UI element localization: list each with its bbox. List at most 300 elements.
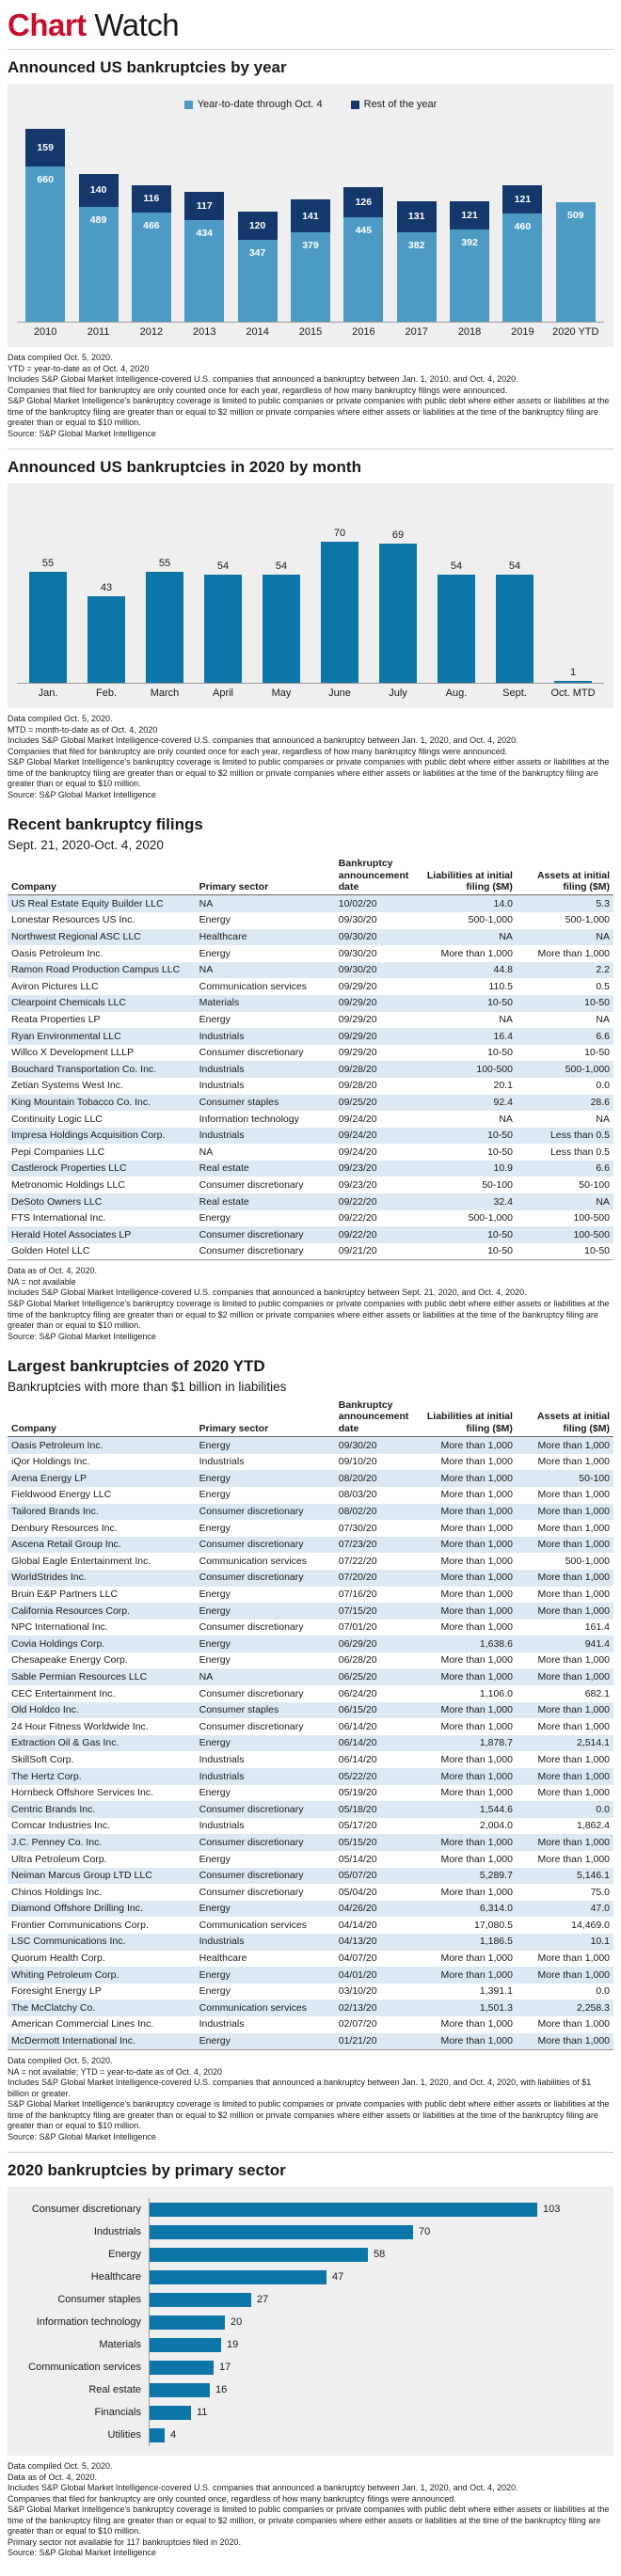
table-row xyxy=(8,1161,613,1177)
table-cell: 05/19/20 xyxy=(338,1787,377,1799)
table-cell: More than 1,000 xyxy=(440,1439,513,1451)
table-row xyxy=(8,1768,613,1785)
table-cell: 10.9 xyxy=(493,1162,513,1175)
table-cell: Ramon Road Production Campus LLC xyxy=(11,964,181,976)
table-row xyxy=(8,1967,613,1983)
table-cell: 08/02/20 xyxy=(338,1506,377,1518)
table-cell: Consumer discretionary xyxy=(199,1870,304,1882)
footnote-line: Companies that filed for bankruptcy are only counted once, regardless of how many bankruptcy filings were announced. xyxy=(8,2493,456,2504)
table-cell: 09/28/20 xyxy=(338,1080,377,1092)
table-cell: 05/14/20 xyxy=(338,1853,377,1865)
table-cell: CEC Entertainment Inc. xyxy=(11,1687,116,1699)
table-cell: 04/13/20 xyxy=(338,1936,377,1948)
legend xyxy=(17,99,604,110)
table-cell: Energy xyxy=(199,1604,231,1617)
footnote-line: Data compiled Oct. 5, 2020. xyxy=(8,353,113,362)
table-row xyxy=(8,1553,613,1570)
bar xyxy=(438,575,475,684)
table-cell: Consumer staples xyxy=(199,1097,279,1108)
table-cell: 24 Hour Fitness Worldwide Inc. xyxy=(11,1720,149,1732)
table-cell: Healthcare xyxy=(199,1952,247,1965)
table-cell: King Mountain Tobacco Co. Inc. xyxy=(11,1097,151,1108)
table-cell: The McClatchy Co. xyxy=(11,2001,96,2014)
table-cell: American Commercial Lines Inc. xyxy=(11,2018,154,2031)
section-title-by-month: Announced US bankruptcies in 2020 by month xyxy=(8,458,361,477)
table-header-row xyxy=(8,856,613,895)
bar-value-label: 120 xyxy=(248,220,266,232)
table-cell: 2,514.1 xyxy=(576,1737,610,1749)
footnote-line: Includes S&P Global Market Intelligence-covered U.S. companies that announced a bankruptcy between Jan. 1, 2020, and Oct. 4, 2020. xyxy=(8,2483,518,2493)
bar xyxy=(88,596,125,683)
footnote-line: Includes S&P Global Market Intelligence-covered U.S. companies that announced a bankruptcy between Sept. 21, 2020, and Oct. 4, 2020. xyxy=(8,1288,527,1298)
table-cell: 10/02/20 xyxy=(338,897,377,909)
table-cell: NA xyxy=(596,1195,610,1208)
bar-value-label: 131 xyxy=(407,211,425,223)
footnote-line: Companies that filed for bankruptcy are only counted once for each year, regardless of how many bankruptcy filings were announced. xyxy=(8,746,508,756)
bar-value-label: 43 xyxy=(100,582,113,594)
footnote-line: S&P Global Market Intelligence's bankruptcy coverage is limited to public companies or private companies with public debt where either assets or liabilities at the time of the bankruptcy filing are greater than or equal to $2 million or private companies where either assets or liabilities at the time of the bankruptcy filing are greater than or equal to $10 million. xyxy=(8,757,610,789)
table-cell: Continuity Logic LLC xyxy=(11,1113,103,1125)
sector-value-label: 11 xyxy=(197,2407,208,2419)
table-cell: More than 1,000 xyxy=(537,1539,610,1551)
table-cell: 05/22/20 xyxy=(338,1770,377,1782)
table-cell: 05/04/20 xyxy=(338,1886,377,1898)
table-cell: More than 1,000 xyxy=(537,1704,610,1716)
table-row xyxy=(8,1983,613,2000)
table-cell: Energy xyxy=(199,1853,231,1865)
bar-value-label: 379 xyxy=(302,240,319,252)
table-cell: 10-50 xyxy=(487,1130,513,1142)
bar-segment-rest-of-year xyxy=(184,192,224,219)
bar-value-label: 392 xyxy=(461,237,478,248)
largest-bankruptcies-table xyxy=(8,1398,613,2050)
table-cell: 50-100 xyxy=(579,1472,610,1484)
bar-stack xyxy=(343,187,383,322)
table-cell: 05/17/20 xyxy=(338,1820,377,1832)
table-cell: NA xyxy=(596,1014,610,1026)
footnote-line: Source: S&P Global Market Intelligence xyxy=(8,428,156,438)
table-cell: More than 1,000 xyxy=(440,1720,513,1732)
table-cell: 110.5 xyxy=(488,980,513,992)
table-title-largest: Largest bankruptcies of 2020 YTD xyxy=(8,1357,265,1376)
sector-label: Consumer staples xyxy=(57,2294,141,2306)
table-row xyxy=(8,1702,613,1719)
bar-segment-ytd xyxy=(343,217,383,322)
table-cell: Consumer discretionary xyxy=(196,1243,335,1260)
table-row xyxy=(8,1487,613,1504)
table-cell: Bouchard Transportation Co. Inc. xyxy=(11,1063,157,1075)
table-row xyxy=(8,1454,613,1471)
sector-label: Financials xyxy=(94,2407,141,2419)
table-cell: Energy xyxy=(199,1489,231,1501)
table-cell: 500-1,000 xyxy=(565,1555,610,1567)
table-cell: 02/07/20 xyxy=(338,2018,377,2031)
table-cell: Pepi Companies LLC xyxy=(11,1146,105,1158)
column-header: Bankruptcy announcement date xyxy=(335,856,420,895)
bar-value-label: 55 xyxy=(41,558,55,570)
table-row xyxy=(8,1504,613,1521)
bar-stack xyxy=(238,212,278,322)
table-cell: More than 1,000 xyxy=(537,1604,610,1617)
table-row xyxy=(8,1785,613,1802)
section-title-by-year: Announced US bankruptcies by year xyxy=(8,58,287,76)
table-cell: Willco X Development LLLP xyxy=(11,1047,135,1059)
bar xyxy=(146,572,183,683)
bar-stack xyxy=(25,129,65,322)
table-cell: 06/14/20 xyxy=(338,1720,377,1732)
table-cell: 10-50 xyxy=(584,997,610,1009)
table-cell: California Resources Corp. xyxy=(11,1604,131,1617)
recent-filings-table xyxy=(8,856,613,1260)
bar-segment-ytd xyxy=(502,213,542,322)
sector-value-label: 70 xyxy=(419,2226,431,2238)
table-cell: Herald Hotel Associates LP xyxy=(11,1228,132,1241)
table-cell: Real estate xyxy=(199,1195,249,1208)
table-cell: 08/20/20 xyxy=(338,1472,377,1484)
sector-row xyxy=(11,2198,606,2220)
bar-stack xyxy=(502,185,542,322)
column-header: Company xyxy=(8,1398,196,1437)
sector-value-label: 19 xyxy=(227,2339,239,2351)
x-axis-label: 2018 xyxy=(457,326,482,338)
sector-value-label: 17 xyxy=(219,2362,231,2374)
table-cell: 09/24/20 xyxy=(338,1146,377,1158)
table-cell: Frontier Communications Corp. xyxy=(11,1919,149,1931)
table-cell: Industrials xyxy=(199,1456,245,1468)
bar-value-label: 660 xyxy=(37,174,54,185)
table-cell: WorldStrides Inc. xyxy=(11,1572,87,1584)
table-row xyxy=(8,1834,613,1851)
bar-segment-rest-of-year xyxy=(450,201,489,229)
table-cell: Golden Hotel LLC xyxy=(8,1243,196,1260)
table-row xyxy=(8,945,613,962)
bar-column xyxy=(77,504,135,683)
table-cell: NA xyxy=(499,931,513,943)
table-header-row xyxy=(8,1398,613,1437)
table-cell: Industrials xyxy=(199,1063,245,1075)
table-cell: 500-1,000 xyxy=(565,914,610,926)
table-cell: 44.8 xyxy=(493,964,513,976)
table-cell: 14.0 xyxy=(493,897,513,909)
table-cell: 09/24/20 xyxy=(338,1130,377,1142)
table-cell: More than 1,000 xyxy=(440,1968,513,1981)
table-cell: More than 1,000 xyxy=(537,1853,610,1865)
sector-label: Utilities xyxy=(107,2429,141,2442)
table-cell: 50-100 xyxy=(482,1178,513,1191)
table-cell: 06/24/20 xyxy=(338,1687,377,1699)
bar-segment-rest-of-year xyxy=(79,174,119,207)
bar-segment-rest-of-year xyxy=(397,201,437,232)
table-cell: 05/15/20 xyxy=(338,1836,377,1848)
table-cell: 07/30/20 xyxy=(338,1522,377,1534)
sector-track xyxy=(149,2198,606,2220)
table-cell: Oasis Petroleum Inc. xyxy=(11,947,104,959)
table-cell: 09/29/20 xyxy=(338,1047,377,1059)
bar-value-label: 466 xyxy=(143,219,160,231)
table-row xyxy=(8,1884,613,1901)
chart-by-year-panel xyxy=(8,84,613,347)
table-cell: Lonestar Resources US Inc. xyxy=(11,914,135,926)
table-cell: 10-50 xyxy=(487,997,513,1009)
table-cell: McDermott International Inc. xyxy=(8,2033,196,2050)
table-row xyxy=(8,1901,613,1918)
table-row xyxy=(8,1437,613,1454)
bar-column xyxy=(496,119,549,322)
table-cell: 09/10/20 xyxy=(338,1456,377,1468)
table-cell: 09/30/20 xyxy=(338,914,377,926)
table-cell: 1,106.0 xyxy=(479,1687,513,1699)
table-cell: FTS International Inc. xyxy=(11,1212,106,1225)
footnote-line: YTD = year-to-date as of Oct. 4, 2020 xyxy=(8,363,150,373)
table-cell: 16.4 xyxy=(493,1030,513,1042)
table-cell: Consumer discretionary xyxy=(199,1178,304,1191)
column-header: Primary sector xyxy=(196,856,335,895)
table-cell: Communication services xyxy=(199,1919,307,1931)
legend-label: Year-to-date through Oct. 4 xyxy=(197,99,323,110)
x-axis-label: 2010 xyxy=(33,326,57,338)
table-cell: 6,314.0 xyxy=(479,1903,513,1915)
bar-column xyxy=(194,504,252,683)
bar-column xyxy=(72,119,124,322)
footnote-line: Source: S&P Global Market Intelligence xyxy=(8,2548,156,2558)
x-axis-label: 2011 xyxy=(87,326,110,338)
table-row xyxy=(8,1520,613,1537)
table-cell: More than 1,000 xyxy=(537,1753,610,1765)
table-cell: LSC Communications Inc. xyxy=(11,1936,126,1948)
bar-segment-ytd xyxy=(132,213,171,323)
table-cell: Energy xyxy=(199,1637,231,1650)
table-cell: 1,638.6 xyxy=(479,1637,513,1650)
table-cell: 100-500 xyxy=(573,1228,610,1241)
sector-bar xyxy=(150,2270,326,2284)
table-cell: More than 1,000 xyxy=(537,1720,610,1732)
table-cell: Quorum Health Corp. xyxy=(11,1952,105,1965)
bar-column xyxy=(544,504,602,683)
table-cell: 09/29/20 xyxy=(338,997,377,1009)
sector-row xyxy=(11,2401,606,2424)
table-cell: Communication services xyxy=(199,2001,307,2014)
table-cell: NA xyxy=(596,931,610,943)
table-cell: 682.1 xyxy=(584,1687,610,1699)
table-cell: NA xyxy=(499,1014,513,1026)
table-cell: 2,004.0 xyxy=(479,1820,513,1832)
table-row xyxy=(8,1028,613,1045)
bar-column xyxy=(252,504,310,683)
table-cell: 09/24/20 xyxy=(338,1113,377,1125)
bar-segment-ytd xyxy=(79,207,119,322)
table-row xyxy=(8,1144,613,1161)
table-cell: Consumer discretionary xyxy=(199,1228,304,1241)
table-cell: 07/23/20 xyxy=(338,1539,377,1551)
bar-column xyxy=(337,119,390,322)
table-cell: Real estate xyxy=(199,1162,249,1175)
bar-column xyxy=(125,119,178,322)
table-cell: 06/15/20 xyxy=(338,1704,377,1716)
section-divider xyxy=(8,2152,613,2153)
table-cell: 10-50 xyxy=(420,1243,517,1260)
legend-swatch xyxy=(184,101,193,109)
table-row xyxy=(8,1951,613,1968)
table-cell: NA xyxy=(499,1113,513,1125)
footnote-line: Source: S&P Global Market Intelligence xyxy=(8,2131,156,2141)
bar-segment-rest-of-year xyxy=(343,187,383,217)
table-cell: Information technology xyxy=(199,1113,299,1125)
sector-bar xyxy=(150,2203,537,2217)
table-cell: 0.0 xyxy=(596,1985,610,1998)
table-row xyxy=(8,1061,613,1078)
table-row xyxy=(8,1537,613,1554)
footnote-line: Source: S&P Global Market Intelligence xyxy=(8,789,156,799)
table-cell: Neiman Marcus Group LTD LLC xyxy=(11,1870,152,1882)
table-cell: 0.0 xyxy=(596,1803,610,1815)
table-cell: Energy xyxy=(199,1588,231,1601)
table-cell: Materials xyxy=(199,997,240,1009)
bar-value-label: 347 xyxy=(248,247,266,260)
table-cell: SkillSoft Corp. xyxy=(11,1753,74,1765)
table-row xyxy=(8,895,613,912)
table-cell: 09/23/20 xyxy=(338,1178,377,1191)
table-cell: More than 1,000 xyxy=(440,1770,513,1782)
table-cell: Covia Holdings Corp. xyxy=(11,1637,105,1650)
legend-item xyxy=(184,99,323,110)
x-axis-label: 2016 xyxy=(352,326,375,338)
sector-bar xyxy=(150,2361,214,2375)
legend-label: Rest of the year xyxy=(363,99,438,110)
table-row xyxy=(8,1851,613,1868)
table-cell: Energy xyxy=(199,1737,231,1749)
table-cell: Extraction Oil & Gas Inc. xyxy=(11,1737,119,1749)
table-cell: Consumer discretionary xyxy=(199,1506,304,1518)
table-row xyxy=(8,1243,613,1260)
sector-value-label: 58 xyxy=(374,2249,386,2261)
footnote-line: MTD = month-to-date as of Oct. 4, 2020 xyxy=(8,724,158,735)
table-row xyxy=(8,1111,613,1128)
table-cell: NA xyxy=(199,1670,214,1683)
bar-value-label: 54 xyxy=(508,560,521,572)
table-cell: NA xyxy=(199,897,214,909)
sector-bar xyxy=(150,2315,225,2330)
table-cell: More than 1,000 xyxy=(440,1670,513,1683)
bar-column xyxy=(284,119,337,322)
table-cell: 09/22/20 xyxy=(338,1212,377,1225)
table-cell: 2.2 xyxy=(596,964,610,976)
table-cell: 0.5 xyxy=(596,980,610,992)
x-axis-label: May xyxy=(271,687,292,700)
table-cell: Northwest Regional ASC LLC xyxy=(11,931,141,943)
table-cell: 5,146.1 xyxy=(576,1870,610,1882)
bar-segment-rest-of-year xyxy=(238,212,278,240)
table-cell: Healthcare xyxy=(199,931,247,943)
bar-value-label: 70 xyxy=(333,528,346,540)
sector-bar xyxy=(150,2248,368,2262)
footnote-line: S&P Global Market Intelligence's bankruptcy coverage is limited to public companies or private companies with public debt where either assets or liabilities at the time of the bankruptcy filing are greater than or equal to $2 million or private companies where either assets or liabilities at the time of the bankruptcy filing are greater than or equal to $10 million. xyxy=(8,396,610,428)
bar-stack xyxy=(291,199,330,322)
sector-bar xyxy=(150,2225,413,2239)
table-cell: Consumer discretionary xyxy=(199,1720,304,1732)
table-cell: More than 1,000 xyxy=(440,1572,513,1584)
sector-label: Industrials xyxy=(93,2226,141,2238)
table-cell: 05/07/20 xyxy=(338,1870,377,1882)
table-row xyxy=(8,1868,613,1885)
sector-row xyxy=(11,2424,606,2446)
table-cell: Clearpoint Chemicals LLC xyxy=(11,997,126,1009)
table-cell: 09/29/20 xyxy=(338,980,377,992)
table-cell: Energy xyxy=(199,1439,231,1451)
bar-value-label: 54 xyxy=(450,560,463,572)
table-cell: 10-50 xyxy=(487,1047,513,1059)
x-axis-label: March xyxy=(150,687,180,700)
table-cell: Consumer staples xyxy=(199,1704,279,1716)
table-row xyxy=(8,1470,613,1487)
legend-item xyxy=(351,99,438,110)
x-axis-label: 2014 xyxy=(246,326,269,338)
table-cell: More than 1,000 xyxy=(440,1886,513,1898)
table-cell: More than 1,000 xyxy=(537,1439,610,1451)
table-cell: US Real Estate Equity Builder LLC xyxy=(11,897,164,909)
table-cell: More than 1,000 xyxy=(440,1621,513,1634)
bar xyxy=(496,575,533,684)
bar-stack xyxy=(79,174,119,322)
bar xyxy=(263,575,300,684)
bar-stack xyxy=(132,185,171,323)
sector-track xyxy=(149,2220,606,2243)
footnotes-by-sector xyxy=(8,2461,613,2559)
bar-value-label: 54 xyxy=(275,560,288,572)
table-cell: More than 1,000 xyxy=(440,2018,513,2031)
x-axis-label: 2020 YTD xyxy=(552,326,599,338)
table-cell: Consumer discretionary xyxy=(199,1539,304,1551)
section-title-by-sector: 2020 bankruptcies by primary sector xyxy=(8,2161,286,2180)
bar-column xyxy=(427,504,486,683)
table-cell: More than 1,000 xyxy=(440,1604,513,1617)
table-cell: 500-1,000 xyxy=(468,914,513,926)
table-cell: NA xyxy=(596,1113,610,1125)
table-row xyxy=(8,1751,613,1768)
bar xyxy=(554,681,592,683)
table-cell: More than 1,000 xyxy=(537,1836,610,1848)
table-cell: 1,862.4 xyxy=(576,1820,610,1832)
table-cell: 10-50 xyxy=(517,1243,613,1260)
table-cell: 17,080.5 xyxy=(474,1919,513,1931)
table-cell: More than 1,000 xyxy=(537,1506,610,1518)
table-cell: 10-50 xyxy=(487,1146,513,1158)
bar-value-label: 117 xyxy=(196,199,213,212)
table-cell: More than 1,000 xyxy=(440,1489,513,1501)
table-cell: Diamond Offshore Drilling Inc. xyxy=(11,1903,143,1915)
table-row xyxy=(8,978,613,995)
table-cell: 03/10/20 xyxy=(338,1985,377,1998)
bar-column xyxy=(390,119,443,322)
table-row xyxy=(8,1999,613,2016)
table-row xyxy=(8,1045,613,1062)
table-row xyxy=(8,912,613,929)
sector-value-label: 20 xyxy=(231,2316,243,2329)
table-row xyxy=(8,1570,613,1587)
table-row xyxy=(8,1210,613,1227)
table-cell: Industrials xyxy=(199,1130,245,1142)
table-cell: 09/28/20 xyxy=(338,1063,377,1075)
footnote-line: Data as of Oct. 4, 2020. xyxy=(8,2472,98,2482)
table-cell: Zetian Systems West Inc. xyxy=(11,1080,123,1092)
table-cell: 04/01/20 xyxy=(338,1968,377,1981)
x-axis-label: 2012 xyxy=(139,326,164,338)
table-cell: Industrials xyxy=(199,1820,245,1832)
table-cell: More than 1,000 xyxy=(537,1572,610,1584)
bar-value-label: 460 xyxy=(514,221,532,232)
footnote-line: Data compiled Oct. 5, 2020. xyxy=(8,2056,113,2066)
table-cell: More than 1,000 xyxy=(420,2033,517,2050)
table-cell: 07/20/20 xyxy=(338,1572,377,1584)
